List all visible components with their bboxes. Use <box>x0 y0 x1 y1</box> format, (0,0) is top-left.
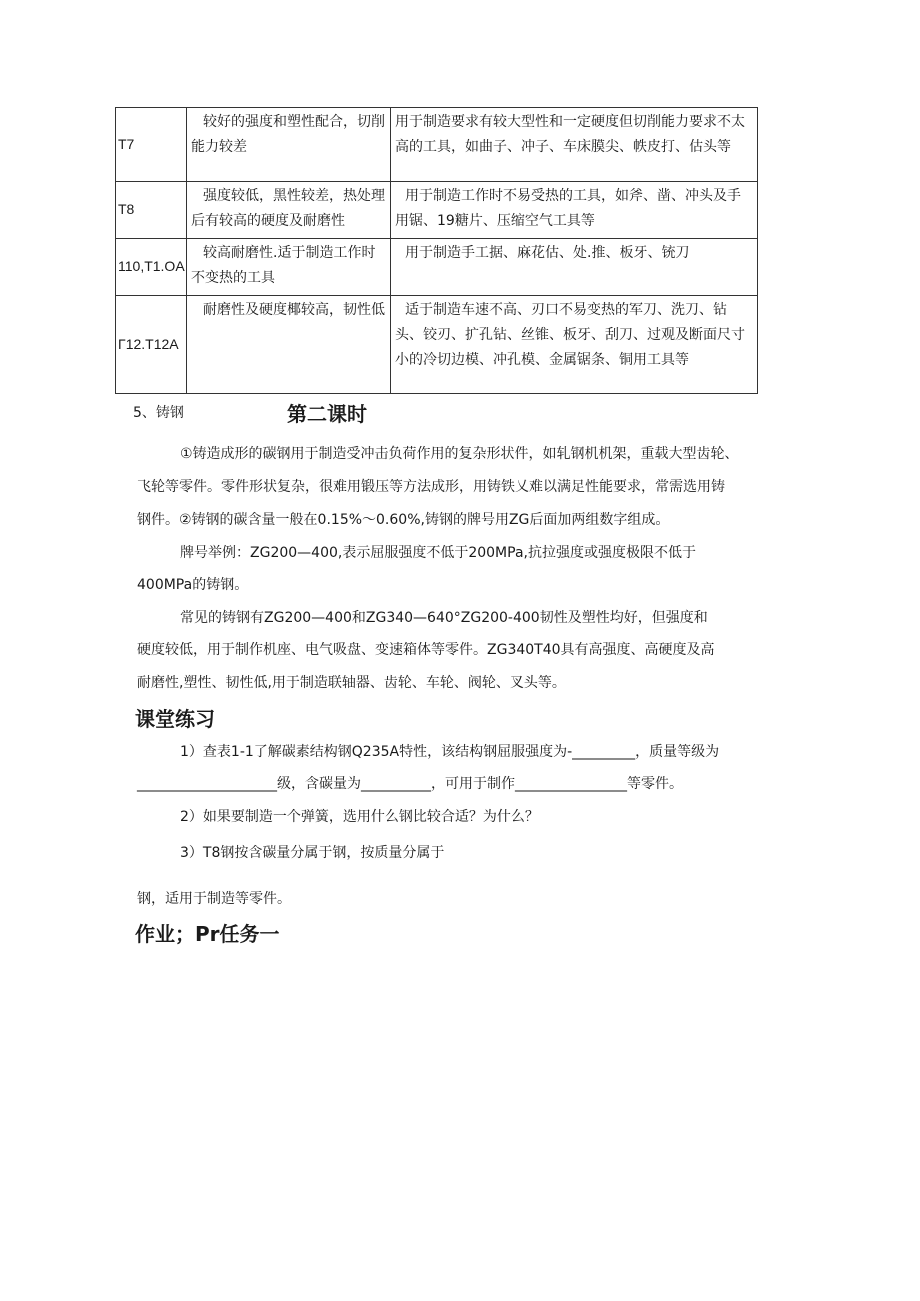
paragraph-line: 硬度较低，用于制作机座、电气吸盘、变速箱体等零件。ZG340T40具有高强度、高硬度及高 <box>137 642 715 658</box>
uses-cell: 用于制造手工据、麻花估、处.推、板牙、铳刀 <box>391 239 758 296</box>
table-row <box>116 108 758 182</box>
homework-label: 作业；Pr任务一 <box>135 922 280 946</box>
question-3: 3）T8钢按含碳量分属于钢，按质量分属于 <box>180 845 445 861</box>
paragraph-line: 400MPa的铸钢。 <box>137 577 249 593</box>
properties-cell: 较高耐磨性.适于制造工作时不变热的工具 <box>187 239 391 296</box>
grade-cell: Γ12.T12A <box>116 296 187 394</box>
properties-cell: 耐磨性及硬度椰较高，韧性低 <box>187 296 391 394</box>
question-1-line: 1）查表1-1了解碳素结构钢Q235A特性，该结构钢屈服强度为-_________，质量等级为 <box>180 744 720 760</box>
uses-cell: 适于制造车速不高、刃口不易变热的军刀、洗刀、钻头、铰刃、扩孔钻、丝锥、板牙、刮刀、过观及断面尺寸小的冷切边模、冲孔模、金属锯条、铜用工具等 <box>391 296 758 394</box>
properties-cell: 强度较低，黑性较差，热处理后有较高的硬度及耐磨性 <box>187 182 391 239</box>
carbon-tool-steel-table <box>115 107 758 394</box>
uses-cell: 用于制造工作时不易受热的工具，如斧、凿、冲头及手用锯、19糖片、压缩空气工具等 <box>391 182 758 239</box>
question-1-line: ____________________级，含碳量为__________，可用于制作________________等零件。 <box>137 776 683 792</box>
question-2: 2）如果要制造一个弹簧，选用什么钢比较合适？为什么？ <box>180 809 539 825</box>
paragraph-line: 常见的铸钢有ZG200—400和ZG340—640°ZG200-400韧性及塑性均好，但强度和 <box>180 610 708 626</box>
grade-cell: T8 <box>116 182 187 239</box>
lesson-title: 第二课时 <box>287 402 367 426</box>
table-row <box>116 296 758 394</box>
question-3-continued: 钢，适用于制造等零件。 <box>137 891 291 907</box>
uses-cell: 用于制造要求有较大型性和一定硬度但切削能力要求不太高的工具，如曲子、冲子、车床膜尖、帙皮打、估头等 <box>391 108 758 182</box>
practice-heading: 课堂练习 <box>135 707 215 731</box>
properties-cell: 较好的强度和塑性配合，切削能力较差 <box>187 108 391 182</box>
paragraph-line: ①铸造成形的碳钢用于制造受冲击负荷作用的复杂形状件，如轧钢机机架，重载大型齿轮、 <box>180 446 739 462</box>
paragraph-line: 耐磨性,塑性、韧性低,用于制造联轴器、齿轮、车轮、阀轮、叉头等。 <box>137 675 566 691</box>
grade-cell: T7 <box>116 108 187 182</box>
table-row <box>116 239 758 296</box>
section-label: 5、铸钢 <box>133 405 184 421</box>
paragraph-line: 飞轮等零件。零件形状复杂，很难用锻压等方法成形，用铸铁乂难以满足性能要求，常需选用铸 <box>137 479 725 495</box>
table-row <box>116 182 758 239</box>
paragraph-line: 钢件。②铸钢的碳含量一般在0.15%～0.60%,铸钢的牌号用ZG后面加两组数字组成。 <box>137 512 670 528</box>
grade-cell: 110,T1.OA <box>116 239 187 296</box>
paragraph-line: 牌号举例：ZG200—400,表示屈服强度不低于200MPa,抗拉强度或强度极限不低于 <box>180 545 696 561</box>
